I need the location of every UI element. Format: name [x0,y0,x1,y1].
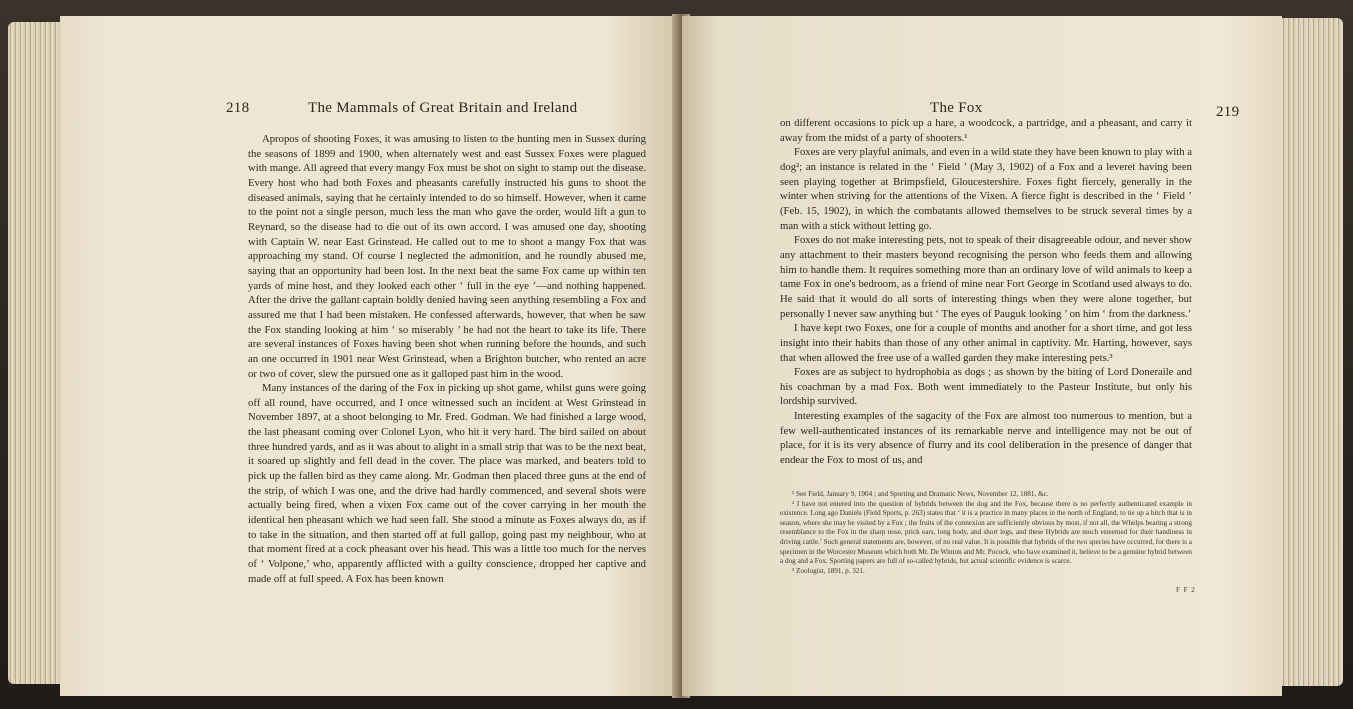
left-running-title: The Mammals of Great Britain and Ireland [308,100,578,116]
footnotes [780,490,1192,576]
left-page-edges [8,22,68,684]
paragraph: Foxes do not make interesting pets, not to speak of their disagreeable odour, and never show any attachment to their masters beyond recognising the person who feeds them and allowing him to handle them. It requires something more than an ordinary love of wild animals to keep a tame Fox in one's bedroom, as a friend of mine near Fort George in Scotland used always to do. He said that it would do all sorts of interesting things when they were alone together, but personally I never saw anything but ‘ The eyes of Pauguk looking ’ on him ‘ from the darkness.’ [780,234,1192,320]
paragraph: Many instances of the daring of the Fox in picking up shot game, whilst guns were going off all round, have occurred, and I once witnessed such an incident at West Grinstead in November 1897, at a shoot belonging to Mr. Fred. Godman. We had finished a large wood, the last pheasant coming over Colonel Lyon, who hit it very hard. The bird sailed on about three hundred yards, and as it was about to alight in a small strip that was to be the next beat, it soared up slightly and fell dead in the cover. The place was marked, and beaters told to pick up the fallen bird as they came along. Mr. Godman then placed three guns at the end of the strip, of which I was one, and the drive had hardly commenced, and several shots were actually being fired, when a vixen Fox came out of the cover carrying in her mouth the identical hen pheasant which we had seen fall. She stood a minute as Foxes always do, as if to take in the situation, and then started off at full gallop, going past my neighbour, who at that moment fired at a cock pheasant over his head. This was a little too much for the nerves of ‘ Volpone,’ who, apparently afflicted with a guilty conscience, dropped her captive and made off at full speed. A Fox has been known [248,382,646,585]
footnote: ² I have not entered into the question of hybrids between the dog and the Fox, because there is no perfectly authenticated example in existence. Long ago Daniels (Field Sports, p. 263) states that ‘ it is a practice in many places in the north of England, to tie up a bitch that is in season, where she may be visited by a Fox ; the fruits of the connexion are sufficiently obvious by most, if not all, the Whelps bearing a strong resemblance to the Fox in the sharp nose, prick ears, long body, and short legs, and these Hybrids are much esteemed for their handiness in driving cattle.’ Such general statements are, however, of no real value. It is possible that hybrids of the two species have occurred, for there is a specimen in the Worcester Museum which both Mr. De Winton and Mr. Pocock, who have examined it, believe to be a genuine hybrid between a dog and a Fox. Sporting papers are full of so-called hybrids, but actual scientific evidence is scarce. [780,499,1192,566]
left-body-text [248,132,646,586]
printer-signature: F F 2 [1176,586,1196,594]
right-page-edges [1281,18,1343,686]
right-page-number: 219 [1216,104,1240,120]
right-running-title: The Fox [930,100,983,116]
right-body-text [780,116,1192,468]
paragraph: Interesting examples of the sagacity of the Fox are almost too numerous to mention, but a few well-authenticated instances of its remarkable nerve and intelligence may not be out of place, for it is its very absence of flurry and its cool deliberation in the presence of danger that endear the Fox to most of us, and [780,410,1192,467]
paragraph: Apropos of shooting Foxes, it was amusing to listen to the hunting men in Sussex during the seasons of 1899 and 1900, when alternately west and east Sussex Foxes were plagued with mange. All agreed that every mangy Fox must be shot on sight to stamp out the disease. Every host who had both Foxes and pheasants carefully instructed his guns to shoot the diseased animals, saying that he certainly intended to do so himself. However, when it came to the point not a single person, much less the man who gave the order, would lift a gun to Reynard, so the disease had to die out of its own accord. I was amused one day, shooting with Captain W. near East Grinstead. He called out to me to shoot a mangy Fox that was approaching my stand. Of course I neglected the admonition, and he roundly abused me, saying that an opportunity had been lost. In the next beat the same Fox came up within ten yards of mine host, and they looked each other ‘ full in the eye ’—and nothing happened. After the drive the gallant captain boldly denied having seen anything resembling a Fox and assured me that I had been mistaken. He confessed afterwards, however, that when he saw the Fox standing looking at him ‘ so miserably ’ he had not the heart to take its life. There are several instances of Foxes having been shot when running before the hounds, and such an one occurred in 1901 near West Grinstead, when a Brighton butcher, who rented an acre or two of cover, slew the pursued one as it galloped past him in the wood. [248,133,646,380]
paragraph: Foxes are as subject to hydrophobia as dogs ; as shown by the biting of Lord Doneraile and his coachman by a mad Fox. Both went immediately to the Pasteur Institute, but only his lordship survived. [780,366,1192,408]
footnote: ¹ See Field, January 9, 1904 ; and Sporting and Dramatic News, November 12, 1881, &c. [792,490,1049,498]
paragraph: Foxes are very playful animals, and even in a wild state they have been known to play with a dog²; an instance is related in the ‘ Field ’ (May 3, 1902) of a Fox and a leveret having been seen playing together at Brimpsfield, Gloucestershire. Foxes fight fiercely, generally in the winter when striving for the attentions of the Vixen. A fierce fight is described in the ‘ Field ’ (Feb. 15, 1902), in which the combatants allowed themselves to be struck several times by a man with a stick without letting go. [780,146,1192,232]
footnote: ³ Zoologist, 1891, p. 321. [792,566,865,575]
paragraph: I have kept two Foxes, one for a couple of months and another for a short time, and got less insight into their habits than those of any other animal in captivity. Mr. Harting, however, says that when allowed the free use of a walled garden they make interesting pets.³ [780,322,1192,364]
paragraph: on different occasions to pick up a hare, a woodcock, a partridge, and a pheasant, and carry it away from the midst of a party of shooters.¹ [780,117,1192,144]
right-page [682,16,1282,696]
left-page [60,16,680,696]
left-page-number: 218 [226,100,250,116]
